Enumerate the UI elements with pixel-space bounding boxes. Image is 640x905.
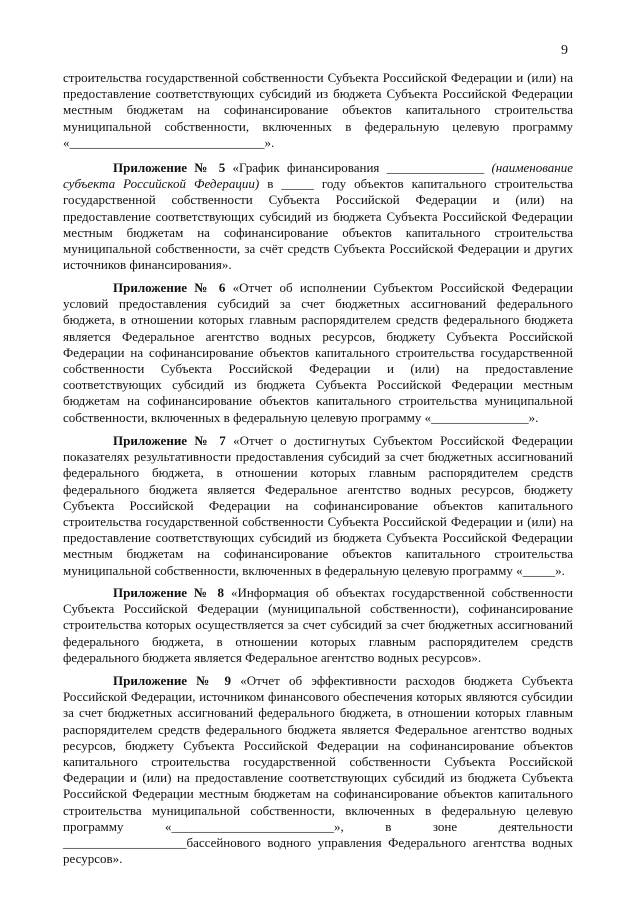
appendix-6-text: «Отчет об исполнении Субъектом Российской Федерации условий предоставления субсидий за счет бюджетных ассигнований федерального бюджета, в отношении которых главным распорядителем средств федерального бюджета является Федеральное агентство водных ресурсов, бюджету Субъекта Российской Федерации на софинансирование объектов капитального строительства государственной собственности Субъекта Российской Федерации и (или) на предоставление соответствующих субсидий из бюджета Субъекта Российской Федерации местным бюджетам на софинансирование объектов капитального строительства муниципальной собственности, включенных в федеральную целевую программу «_______________». xyxy=(63,280,574,425)
appendix-5-text-start: «График финансирования _______________ xyxy=(232,160,492,175)
page-number: 9 xyxy=(561,43,568,58)
appendix-9-text: «Отчет об эффективности расходов бюджета Субъекта Российской Федерации, источником финансового обеспечения которых являются субсидии за счет бюджетных ассигнований федерального бюджета, в отношении которых главным распорядителем средств федерального бюджета является Федеральное агентство водных ресурсов, бюджету Субъекта Российской Федерации на софинансирование объектов капитального строительства государственной собственности Субъекта Российской Федерации и (или) на предоставление соответствующих субсидий из бюджета Субъекта Российской Федерации местным бюджетам на софинансирование объектов капитального строительства муниципальной собственности, включенных в федеральную целевую программу «_________________________», в зоне деятельности ___________________бассейнового водного управления Федерального агентства водных ресурсов». xyxy=(63,673,574,867)
appendix-8-text: «Информация об объектах государственной собственности Субъекта Российской Федерации (муниципальной собственности), софинансирование строительства которых осуществляется за счет субсидий за счет бюджетных ассигнований федерального бюджета, в отношении которых главным распорядителем средств федерального бюджета является Федеральное агентство водных ресурсов». xyxy=(63,585,573,665)
appendix-8-paragraph xyxy=(63,585,573,666)
continuation-paragraph xyxy=(63,70,573,151)
appendix-6-label: Приложение № 6 xyxy=(113,280,226,295)
appendix-9-paragraph xyxy=(63,673,573,867)
appendix-5-italic-note: (наименование субъекта Российской Федерации) xyxy=(63,160,574,192)
appendix-9-label: Приложение № 9 xyxy=(113,673,232,688)
appendix-7-text: «Отчет о достигнутых Субъектом Российской Федерации показателях результативности предоставления субсидий за счет бюджетных ассигнований федерального бюджета, в отношении которых главным распорядителем средств федерального бюджета является Федеральное агентство водных ресурсов, бюджету Субъекта Российской Федерации на софинансирование объектов капитального строительства государственной собственности Субъекта Российской Федерации и (или) на предоставление соответствующих субсидий из бюджета Субъекта Российской Федерации местным бюджетам на софинансирование объектов капитального строительства муниципальной собственности, включенных в федеральную целевую программу «_____». xyxy=(63,433,573,578)
appendix-5-text-end: в _____ году объектов капитального строительства государственной собственности Субъекта Российской Федерации и (или) на предоставление соответствующих субсидий из бюджета Субъекта Российской Федерации местным бюджетам на софинансирование объектов капитального строительства муниципальной собственности, за счёт средств Субъекта Российской Федерации и других источников финансирования». xyxy=(63,176,574,273)
appendix-7-label: Приложение № 7 xyxy=(113,433,226,448)
appendix-6-paragraph xyxy=(63,280,573,426)
appendix-5-label: Приложение № 5 xyxy=(113,160,226,175)
appendix-7-paragraph xyxy=(63,433,573,579)
appendix-5-paragraph xyxy=(63,160,573,273)
appendix-8-label: Приложение № 8 xyxy=(113,585,225,600)
paragraph-text: строительства государственной собственности Субъекта Российской Федерации и (или) на предоставление соответствующих субсидий из бюджета Субъекта Российской Федерации местным бюджетам на софинансирование объектов капитального строительства муниципальной собственности, включенных в федеральную целевую программу «______________________________». xyxy=(63,70,573,150)
